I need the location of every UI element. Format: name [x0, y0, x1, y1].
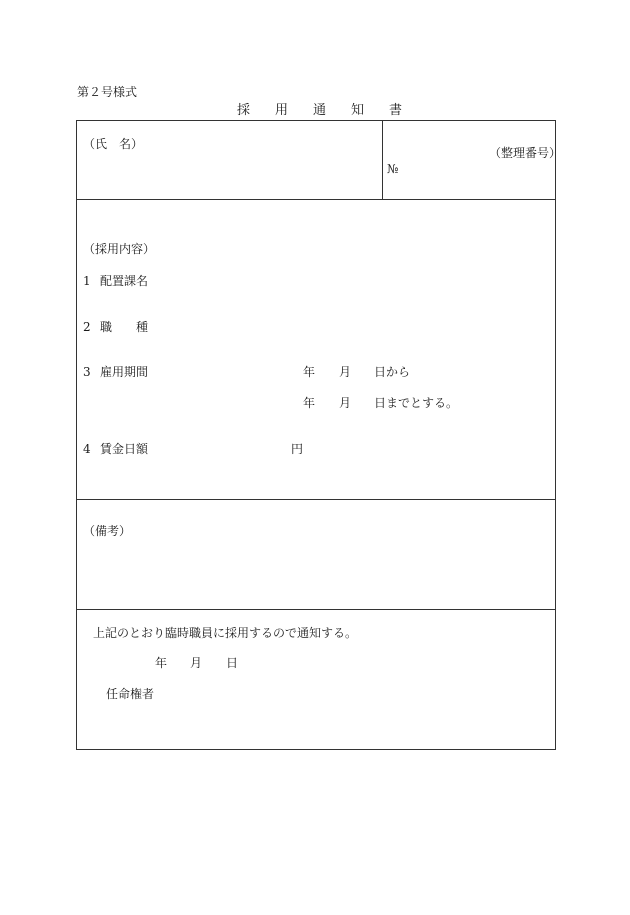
divider-remarks-section [77, 609, 555, 610]
form-frame [76, 120, 562, 750]
item-4-label: 賃金日額 [100, 442, 149, 456]
number-label: № [387, 162, 399, 176]
document-title: 採用通知書 [237, 103, 428, 118]
wage-unit: 円 [291, 442, 304, 456]
item-3-label: 雇用期間 [100, 365, 149, 379]
name-label: （氏 名） [83, 137, 144, 151]
reference-number-label: （整理番号） [489, 146, 562, 160]
period-until-month: 月 [339, 396, 352, 410]
divider-name-section [77, 199, 555, 200]
item-1-label: 配置課名 [100, 274, 149, 288]
notice-date-month: 月 [190, 656, 203, 670]
item-3-number: 3 [83, 365, 91, 379]
notice-date-day: 日 [226, 656, 239, 670]
period-until-day: 日までとする。 [374, 396, 459, 410]
employment-heading: （採用内容） [83, 242, 156, 256]
divider-employment-section [77, 499, 555, 500]
notice-date-year: 年 [155, 656, 168, 670]
notice-statement: 上記のとおり臨時職員に採用するので通知する。 [93, 626, 358, 640]
item-2-label: 職 種 [100, 320, 149, 334]
period-from-month: 月 [339, 365, 352, 379]
item-2-number: 2 [83, 320, 91, 334]
period-from-year: 年 [303, 365, 316, 379]
period-until-year: 年 [303, 396, 316, 410]
item-1-number: 1 [83, 274, 91, 288]
period-from-day: 日から [374, 365, 411, 379]
form-number: 第２号様式 [77, 85, 138, 99]
appointing-authority-label: 任命権者 [106, 687, 155, 701]
remarks-label: （備考） [83, 524, 132, 538]
divider-name-ref [382, 121, 383, 199]
item-4-number: 4 [83, 442, 91, 456]
